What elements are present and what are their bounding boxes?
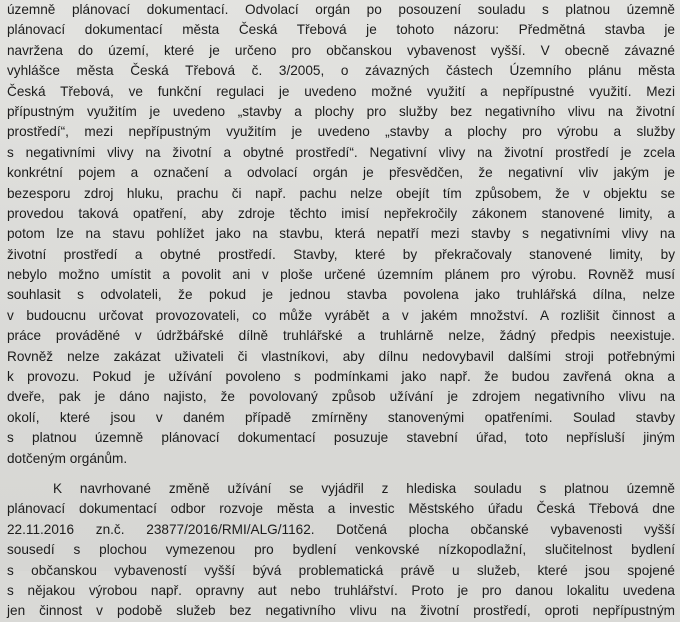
text-line: s nějakou výrobou např. opravny aut nebo truhlářství. Proto je pro danou lokalitu uvedena [7,582,675,598]
text-line: územně plánovací dokumentací. Odvolací orgán po posouzení souladu s platnou územně [7,2,675,17]
text-line: dotčeným orgánům. [7,450,128,466]
text-line: v budoucnu určovat provozovateli, co může vyrábět a v jakém množství. A rozlišit činnost a [7,307,675,323]
text-line: životní prostředí a obytné prostředí. Stavby, které by překračovaly stanovené limity, by [7,246,675,262]
text-line: konkrétní pojem a označení a odvolací orgán je přesvědčen, že negativní vliv jakým je [7,165,675,181]
text-line: jen činnost v podobě služeb bez negativního vlivu na životní prostředí, oproti nepřípustným [7,603,675,619]
text-line: plánovací dokumentací města Česká Třebová je tohoto názoru: Předmětná stavba je [7,22,675,38]
text-line: bezesporu zdroj hluku, prachu či např. pachu nelze obejít tím způsobem, že v objektu se [7,185,675,201]
paragraph-2 [7,479,675,622]
text-line: okolí, které jsou v daném případě zmírněny stanovenými opatřeními. Soulad stavby [7,409,675,425]
text-line: potom lze na stavu pohlížet jako na stavbu, která nepatří mezi stavby s negativními vlivy na [7,226,675,242]
text-line: s občanskou vybaveností vyšší bývá problematická právě u služeb, které jsou spojené [7,562,675,578]
text-line: k provozu. Pokud je užívání povoleno s podmínkami jako např. že budou zavřená okna a [7,369,675,385]
text-line: provedou taková opatření, aby zdroje těchto imisí nepřekročily zákonem stanovené limity, a [7,205,675,221]
text-line: sousedí s plochou vymezenou pro bydlení venkovské nízkopodlažní, slučitelnost bydlení [7,542,675,558]
text-line: Česká Třebová, ve funkční regulaci je uvedeno možné využití a nepřípustné využití. Mezi [7,83,675,99]
text-line: prostředí“, mezi nepřípustným využitím je uvedeno „stavby a plochy pro výrobu a služby [7,124,675,140]
text-line: 22.11.2016 zn.č. 23877/2016/RMI/ALG/1162. Dotčená plocha občanské vybavenosti vyšší [7,521,675,537]
text-line: plánovací dokumentací odbor rozvoje města a investic Městského úřadu Česká Třebová dne [7,501,675,517]
text-line: přípustným využitím je uvedeno „stavby a plochy pro služby bez negativního vlivu na životní [7,103,675,119]
text-line: s negativními vlivy na životní a obytné prostředí“. Negativní vlivy na životní prostředí je zcela [7,144,675,160]
text-line: nebylo možno umístit a povolit ani v ploše určené územním plánem pro výrobu. Rovněž musí [7,267,675,283]
text-line: vyhlášce města Česká Třebová č. 3/2005, o závazných částech Územního plánu města [7,63,675,79]
text-line: navržena do území, které je určeno pro občanskou vybavenost vyšší. V obecně závazné [7,42,675,58]
text-line: souhlasit s odvolateli, že pokud je jednou stavba povolena jako truhlářská dílna, nelze [7,287,675,303]
paragraph-1 [7,0,675,469]
text-line: K navrhované změně užívání se vyjádřil z hlediska souladu s platnou územně [53,480,675,496]
text-line: Rovněž nelze zakázat uživateli či vlastníkovi, aby dílnu nedovybavil dalšími stroji potřebnými [7,348,675,364]
text-line: práce prováděné v údržbářské dílně truhlářské a truhlárně nelze, žádný předpis neexistuje. [7,328,675,344]
text-line: dveře, pak je dáno najisto, že povolovaný způsob užívání je zdrojem negativního vlivu na [7,389,675,405]
text-line: s platnou územně plánovací dokumentací posuzuje stavební úřad, toto nepřísluší jiným [7,430,675,446]
